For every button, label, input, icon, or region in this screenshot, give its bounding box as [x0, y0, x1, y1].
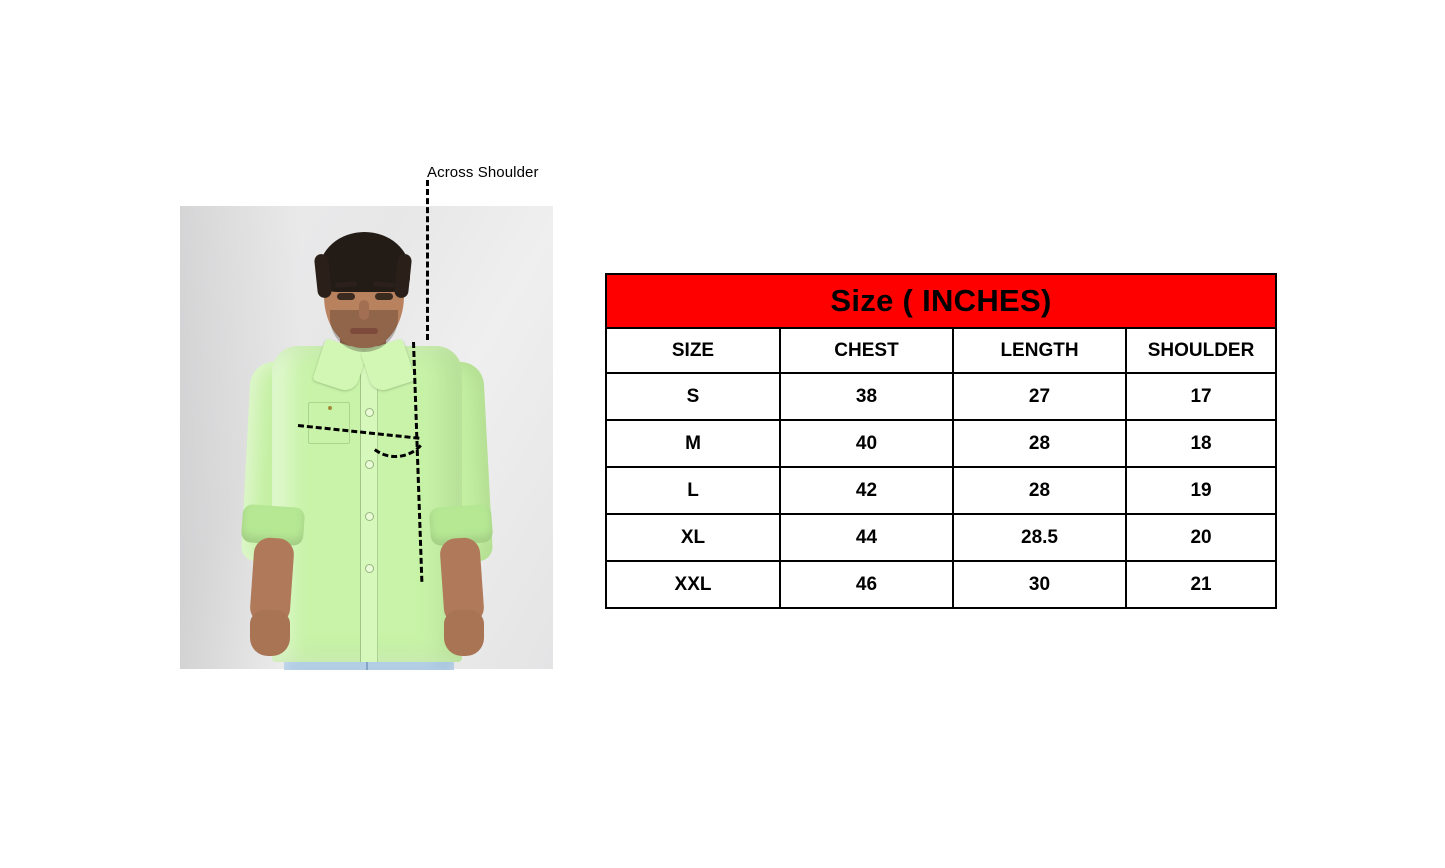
cell-size: M: [606, 420, 780, 467]
table-row: [606, 373, 1276, 420]
size-chart-table: [605, 273, 1277, 609]
cell-length: 27: [953, 373, 1126, 420]
across-shoulder-label: Across Shoulder: [427, 164, 539, 181]
cell-chest: 40: [780, 420, 953, 467]
cell-chest: 42: [780, 467, 953, 514]
model-hand-left: [250, 610, 290, 656]
shirt-button: [365, 460, 374, 469]
column-header-size: SIZE: [606, 328, 780, 373]
cell-shoulder: 19: [1126, 467, 1276, 514]
cell-shoulder: 17: [1126, 373, 1276, 420]
table-row: [606, 420, 1276, 467]
cell-size: XXL: [606, 561, 780, 608]
cell-shoulder: 18: [1126, 420, 1276, 467]
cell-size: L: [606, 467, 780, 514]
cell-shoulder: 20: [1126, 514, 1276, 561]
model-mouth: [350, 328, 378, 334]
size-chart-header-row: [606, 328, 1276, 373]
size-chart-title: Size ( INCHES): [606, 274, 1276, 328]
shirt-button: [365, 512, 374, 521]
cell-length: 28: [953, 467, 1126, 514]
column-header-chest: CHEST: [780, 328, 953, 373]
cell-chest: 38: [780, 373, 953, 420]
size-chart-title-row: [606, 274, 1276, 328]
table-row: [606, 467, 1276, 514]
cell-size: XL: [606, 514, 780, 561]
shirt-button: [365, 564, 374, 573]
cell-chest: 46: [780, 561, 953, 608]
cell-length: 28.5: [953, 514, 1126, 561]
cell-length: 28: [953, 420, 1126, 467]
across-shoulder-guide-line: [426, 180, 429, 340]
size-chart: [605, 273, 1275, 609]
model-nose: [359, 300, 369, 320]
cell-shoulder: 21: [1126, 561, 1276, 608]
column-header-shoulder: SHOULDER: [1126, 328, 1276, 373]
pocket-detail: [328, 406, 332, 410]
model-eye-left: [337, 293, 355, 300]
cell-chest: 44: [780, 514, 953, 561]
column-header-length: LENGTH: [953, 328, 1126, 373]
cell-length: 30: [953, 561, 1126, 608]
table-row: [606, 514, 1276, 561]
model-hand-right: [444, 610, 484, 656]
model-eye-right: [375, 293, 393, 300]
cell-size: S: [606, 373, 780, 420]
table-row: [606, 561, 1276, 608]
